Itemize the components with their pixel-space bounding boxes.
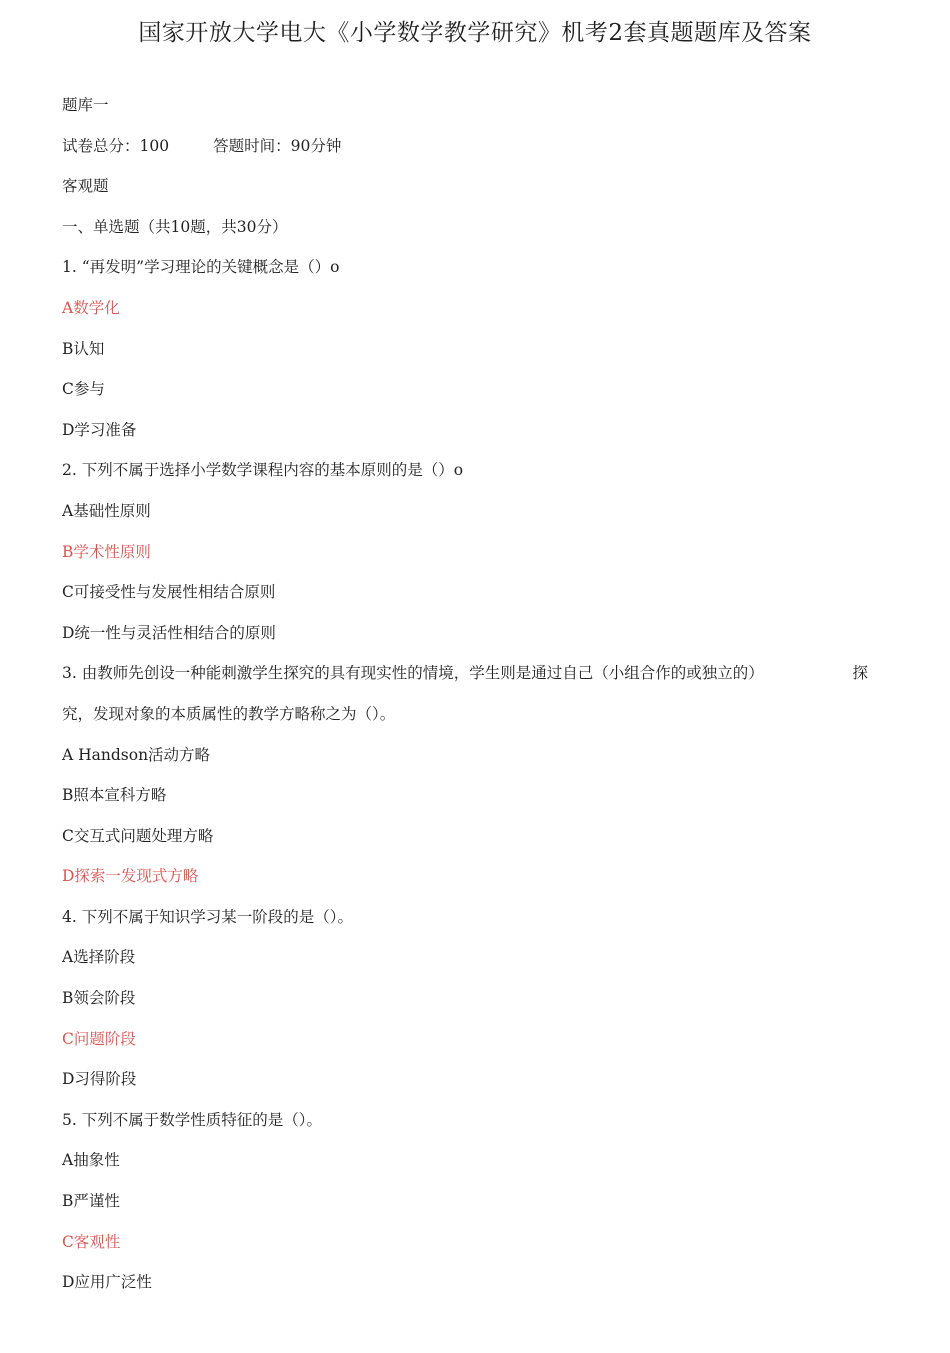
option: D应用广泛性	[62, 1273, 152, 1292]
total-score: 试卷总分：100	[62, 136, 170, 155]
question-bank-label: 题库一	[62, 96, 109, 114]
option-correct: C客观性	[62, 1232, 121, 1251]
option: D习得阶段	[62, 1070, 137, 1089]
question-stem-text-end: 探	[852, 664, 868, 683]
question-stem: 4. 下列不属于知识学习某一阶段的是（）。	[62, 907, 353, 926]
option-correct: C问题阶段	[62, 1029, 136, 1048]
section-objective: 客观题	[62, 177, 109, 196]
option: D统一性与灵活性相结合的原则	[62, 623, 276, 642]
option: C参与	[62, 380, 105, 399]
option-correct: B学术性原则	[62, 542, 151, 561]
question-stem: 1. “再发明”学习理论的关键概念是（）o	[62, 258, 340, 277]
exam-meta	[62, 133, 892, 174]
option: B领会阶段	[62, 989, 136, 1008]
question-stem-line-1	[62, 660, 868, 701]
option: A抽象性	[62, 1151, 120, 1170]
document-body	[62, 92, 892, 1310]
option: A基础性原则	[62, 501, 151, 520]
question-stem-line-2: 究，发现对象的本质属性的教学方略称之为（）。	[62, 704, 396, 723]
option: A选择阶段	[62, 948, 136, 967]
option: B照本宣科方略	[62, 786, 167, 805]
option: C交互式问题处理方略	[62, 826, 214, 845]
option-correct: A数学化	[62, 298, 120, 317]
question-stem-text: 3. 由教师先创设一种能刺激学生探究的具有现实性的情境，学生则是通过自己（小组合作的或独立的）	[62, 664, 764, 683]
exam-time: 答题时间：90分钟	[213, 136, 342, 155]
option: B严谨性	[62, 1192, 120, 1211]
option-correct: D探索一发现式方略	[62, 867, 199, 886]
document-title: 国家开放大学电大《小学数学教学研究》机考2套真题题库及答案	[138, 20, 812, 46]
option: C可接受性与发展性相结合原则	[62, 583, 276, 602]
question-stem: 2. 下列不属于选择小学数学课程内容的基本原则的是（）o	[62, 461, 464, 480]
question-stem: 5. 下列不属于数学性质特征的是（）。	[62, 1110, 322, 1129]
option: D学习准备	[62, 420, 137, 439]
section-single-choice: 一、单选题（共10题，共30分）	[62, 217, 288, 236]
option: B认知	[62, 339, 105, 358]
option: A Handson活动方略	[62, 745, 211, 764]
